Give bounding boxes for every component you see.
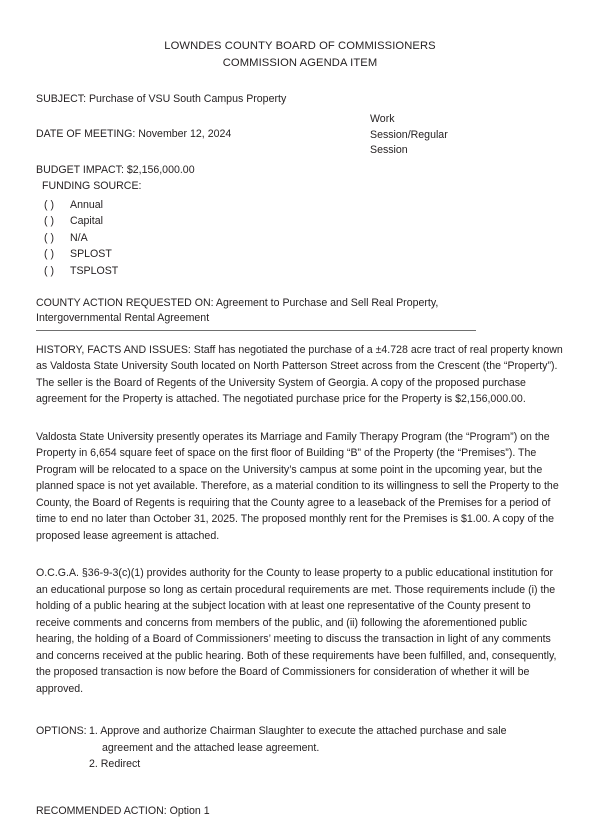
document-header xyxy=(36,38,564,71)
session-line-3: Session xyxy=(370,144,408,157)
session-line-2: Session/Regular xyxy=(370,128,448,141)
recommended-action-line: RECOMMENDED ACTION: Option 1 xyxy=(36,804,210,817)
funding-option-label: SPLOST xyxy=(70,248,112,261)
funding-option-label: N/A xyxy=(70,231,88,244)
statutory-authority-paragraph: O.C.G.A. §36-9-3(c)(1) provides authority for the County to lease property to a public educational institution for an educational purpose so long as certain procedural requirements are met. Those requirements include (i) the holding of a public hearing at the subject location with at least one representative of the County present to receive comments and concerns from members of the public, and (ii) following the aforementioned public hearing, the holding of a Board of Commissioners’ meeting to discuss the transaction in light of any comments and concerns received at the public hearing. Both of these requirements have been fulfilled, and, consequently, the proposed transaction is now before the Board of Commissioners for consideration of whether it will be approved. xyxy=(36,567,557,695)
meeting-date-line xyxy=(36,113,564,157)
funding-option-annual[interactable] xyxy=(36,197,564,213)
funding-option-label: TSPLOST xyxy=(70,264,119,277)
program-premises-paragraph: Valdosta State University presently operates its Marriage and Family Therapy Program (the “Program”) on the Property in 6,654 square feet of space on the first floor of Building “B” of the Property (the “Premises”). The Program will be relocated to a space on the University’s campus at some point in the upcoming year, but the planned space is not yet available. Therefore, as a material condition to its willingness to sell the Property to the County, the Board of Regents is requiring that the County agree to a leaseback of the Premises for a period of time to end no later than October 31, 2025. The proposed monthly rent for the Premises is $1.00. A copy of the proposed lease agreement is attached. xyxy=(36,430,559,542)
funding-option-label: Annual xyxy=(70,199,103,211)
funding-option-na[interactable] xyxy=(36,230,564,246)
option-item-2[interactable]: 2. Redirect xyxy=(89,758,141,771)
funding-source-label: FUNDING SOURCE: xyxy=(42,180,142,192)
option-1-continuation: agreement and the attached lease agreement. xyxy=(102,741,320,754)
history-facts-issues-paragraph: HISTORY, FACTS AND ISSUES: Staff has negotiated the purchase of a ±4.728 acre tract of real property known as Valdosta State University South located on North Patterson Street across from the Crescent (the “Property”). The seller is the Board of Regents of the University System of Georgia. A copy of the proposed purchase agreement for the Property is attached. The negotiated purchase price for the Property is $2,156,000.00. xyxy=(36,343,563,406)
county-action-line-1: COUNTY ACTION REQUESTED ON: Agreement to Purchase and Sell Real Property, xyxy=(36,297,439,310)
options-label: OPTIONS: xyxy=(36,725,87,738)
checkbox-na[interactable]: ( ) xyxy=(44,231,54,244)
funding-option-label: Capital xyxy=(70,215,103,228)
header-line-2: COMMISSION AGENDA ITEM xyxy=(222,56,378,69)
session-type-block xyxy=(370,112,510,159)
options-block xyxy=(36,723,564,773)
county-action-line-2: Intergovernmental Rental Agreement xyxy=(36,312,210,325)
funding-option-capital[interactable] xyxy=(36,213,564,229)
meeting-date-text: DATE OF MEETING: November 12, 2024 xyxy=(36,128,232,140)
subject-line: SUBJECT: Purchase of VSU South Campus Property xyxy=(36,93,287,105)
session-line-1: Work xyxy=(370,113,395,125)
option-item-1[interactable] xyxy=(89,723,564,756)
county-action-block xyxy=(36,296,564,327)
header-line-1: LOWNDES COUNTY BOARD OF COMMISSIONERS xyxy=(164,40,436,52)
budget-impact-line: BUDGET IMPACT: $2,156,000.00 xyxy=(36,164,195,176)
checkbox-annual[interactable]: ( ) xyxy=(44,199,54,211)
option-1-text: 1. Approve and authorize Chairman Slaughter to execute the attached purchase and sale xyxy=(89,725,507,738)
funding-option-splost[interactable] xyxy=(36,246,564,262)
checkbox-splost[interactable]: ( ) xyxy=(44,248,54,261)
checkbox-capital[interactable]: ( ) xyxy=(44,215,54,228)
checkbox-tsplost[interactable]: ( ) xyxy=(44,264,54,277)
options-list xyxy=(36,723,564,773)
funding-option-tsplost[interactable] xyxy=(36,263,564,279)
funding-source-list xyxy=(36,197,564,279)
section-divider xyxy=(36,330,476,331)
